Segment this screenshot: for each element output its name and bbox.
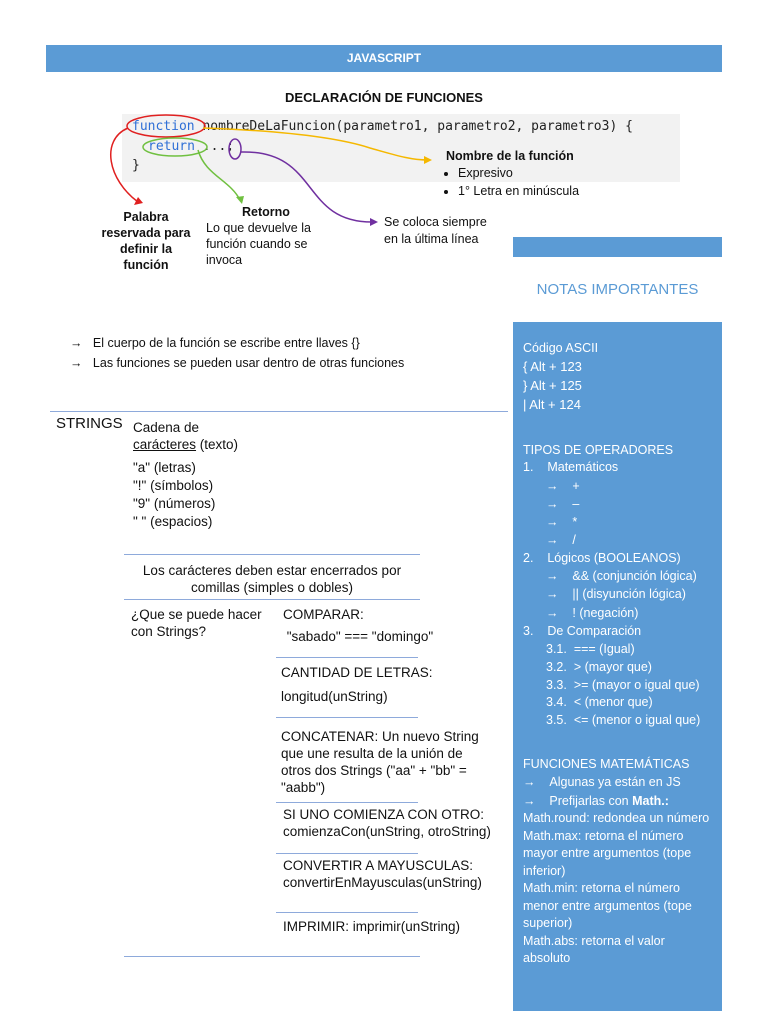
math-op-symbol: –: [572, 497, 580, 511]
math-op: → +: [546, 479, 580, 493]
rule: [276, 802, 418, 803]
notes-panel: [513, 322, 722, 1011]
logic-op-text: ! (negación): [572, 606, 639, 620]
op-category-label: Lógicos (BOOLEANOS): [547, 551, 681, 565]
math-note: → Algunas ya están en JS: [523, 775, 681, 789]
rule: [276, 657, 418, 658]
strings-example: "9" (números): [133, 496, 216, 511]
retorno-desc-line: invoca: [206, 253, 243, 267]
op-comparar: [283, 604, 433, 648]
logic-op-text: || (disyunción lógica): [572, 587, 686, 601]
cmp-op-text: > (mayor que): [573, 660, 652, 674]
ascii-row: { Alt + 123: [523, 359, 582, 374]
nombre-title: Nombre de la función: [446, 149, 574, 163]
strings-question: [131, 606, 262, 640]
retorno-desc-line: Lo que devuelve la: [206, 221, 311, 235]
logic-op: → || (disyunción lógica): [546, 587, 686, 601]
op-category: 3. De Comparación: [523, 624, 642, 638]
ascii-row: | Alt + 124: [523, 397, 581, 412]
palabra-line: reservada para: [101, 226, 191, 240]
op-category: 2. Lógicos (BOOLEANOS): [523, 551, 681, 565]
retorno-arrow: [198, 150, 240, 200]
op-line: COMPARAR:: [283, 607, 364, 622]
math-op: → /: [546, 533, 576, 547]
retorno-desc: [206, 220, 311, 268]
side-top-bar: [513, 237, 722, 257]
nombre-item: • Expresivo: [458, 164, 579, 182]
retorno-title: Retorno: [242, 205, 290, 219]
op-line: "sabado" === "domingo": [283, 629, 434, 644]
cmp-op-text: >= (mayor o igual que): [573, 678, 700, 692]
strings-def-word: carácteres: [133, 437, 197, 452]
math-op-symbol: *: [572, 515, 578, 529]
ultima-linea-line: en la última línea: [384, 232, 479, 246]
op-line: CONVERTIR A MAYUSCULAS:: [283, 858, 474, 873]
op-mayusculas: [283, 857, 482, 891]
strings-definition: [133, 419, 238, 453]
cmp-op-number: 3.2.: [546, 660, 567, 674]
ops-title: TIPOS DE OPERADORES: [523, 443, 674, 457]
math-op-symbol: +: [572, 479, 580, 493]
ultima-linea-annotation: [384, 214, 487, 248]
notes-title: NOTAS IMPORTANTES: [536, 281, 699, 298]
cmp-op: [546, 642, 635, 656]
nombre-arrow-head: [424, 156, 432, 164]
code-keyword-return: return: [148, 139, 195, 154]
strings-example: "!" (símbolos): [133, 478, 214, 493]
rule: [276, 717, 418, 718]
ultima-linea-arrow-head: [370, 218, 378, 226]
op-line: "aabb"): [281, 780, 326, 795]
rule: [124, 956, 420, 957]
quote-note-line: comillas (simples o dobles): [190, 580, 354, 595]
section-title: DECLARACIÓN DE FUNCIONES: [285, 90, 483, 105]
op-cantidad: [281, 662, 433, 708]
op-line: convertirEnMayusculas(unString): [283, 875, 482, 890]
body-arrow-item: → El cuerpo de la función se escribe entre llaves {}: [70, 336, 360, 350]
rule: [124, 599, 420, 600]
ultima-linea-line: Se coloca siempre: [384, 215, 487, 229]
op-line: comienzaCon(unString, otroString): [283, 824, 491, 839]
strings-def-rest: (texto): [196, 437, 239, 452]
math-func: Math.round: redondea un número: [523, 811, 710, 825]
math-op: → *: [546, 515, 578, 529]
op-category-label: De Comparación: [547, 624, 642, 638]
strings-def-line: [133, 436, 238, 453]
semicolon-highlight-ellipse: [229, 139, 241, 159]
retorno-desc-line: función cuando se: [206, 237, 308, 251]
op-category: 1. Matemáticos: [523, 460, 619, 474]
strings-rule: [50, 411, 508, 412]
strings-label: STRINGS: [56, 415, 123, 432]
quote-note: [124, 562, 420, 596]
op-line: CONCATENAR: Un nuevo String: [281, 729, 479, 744]
cmp-op: [546, 713, 700, 727]
ascii-row: } Alt + 125: [523, 378, 582, 393]
math-note-bold: Math.:: [632, 794, 669, 808]
rule: [276, 853, 418, 854]
code-line-1-rest: nombreDeLaFuncion(parametro1, parametro2, parametro3) {: [194, 119, 633, 134]
math-note-text: Prefijarlas con: [549, 794, 633, 808]
strings-question-line: con Strings?: [131, 624, 207, 639]
cmp-op-text: <= (menor o igual que): [573, 713, 701, 727]
math-op-symbol: /: [572, 533, 576, 547]
palabra-annotation: [98, 209, 194, 273]
body-arrow-item: → Las funciones se pueden usar dentro de otras funciones: [70, 356, 405, 370]
cmp-op-text: < (menor que): [573, 695, 653, 709]
rule: [124, 554, 420, 555]
palabra-line: función: [123, 258, 169, 272]
cmp-op-number: 3.4.: [546, 695, 567, 709]
palabra-line: definir la: [119, 242, 173, 256]
retorno-arrow-head: [236, 196, 244, 204]
math-note-text: Algunas ya están en JS: [549, 775, 681, 789]
math-funcs-title: FUNCIONES MATEMÁTICAS: [523, 757, 690, 771]
strings-example: "a" (letras): [133, 460, 196, 475]
strings-example: " " (espacios): [133, 514, 213, 529]
op-line: IMPRIMIR: imprimir(unString): [283, 919, 461, 934]
math-func: Math.max: retorna el número mayor entre argumentos (tope inferior): [523, 828, 692, 878]
math-funcs: [523, 810, 715, 968]
code-keyword-function: function: [132, 119, 195, 134]
code-line-3: }: [132, 158, 140, 173]
code-line-2-rest: ...;: [194, 139, 235, 154]
op-comienza: [283, 806, 491, 840]
op-line: longitud(unString): [281, 689, 388, 704]
strings-question-line: ¿Que se puede hacer: [131, 607, 262, 622]
cmp-op-number: 3.1.: [546, 642, 567, 656]
math-func: Math.abs: retorna el valor absoluto: [523, 933, 665, 965]
logic-op: → ! (negación): [546, 606, 639, 620]
nombre-list: [428, 164, 579, 200]
op-category-label: Matemáticos: [547, 460, 619, 474]
strings-def-line: Cadena de: [133, 420, 200, 435]
header-bar: JAVASCRIPT: [46, 45, 722, 72]
op-line: otros dos Strings ("aa" + "bb" =: [281, 763, 467, 778]
nombre-item: • 1° Letra en minúscula: [458, 182, 579, 200]
logic-op: → && (conjunción lógica): [546, 569, 697, 583]
body-arrow-text: El cuerpo de la función se escribe entre llaves {}: [92, 336, 360, 350]
cmp-op-number: 3.5.: [546, 713, 567, 727]
math-note: → Prefijarlas con Math.:: [523, 794, 669, 808]
math-func: Math.min: retorna el número menor entre argumentos (tope superior): [523, 881, 692, 930]
math-op: → –: [546, 497, 580, 511]
op-line: que une resulta de la unión de: [281, 746, 463, 761]
logic-op-text: && (conjunción lógica): [572, 569, 697, 583]
op-line: SI UNO COMIENZA CON OTRO:: [283, 807, 485, 822]
cmp-op-number: 3.3.: [546, 678, 567, 692]
cmp-op: [546, 678, 700, 692]
nombre-arrow: [203, 128, 428, 160]
cmp-op-text: === (Igual): [573, 642, 635, 656]
palabra-arrow-head: [134, 197, 143, 205]
cmp-op: [546, 660, 652, 674]
function-highlight-ellipse: [127, 115, 205, 137]
body-arrow-text: Las funciones se pueden usar dentro de otras funciones: [92, 356, 405, 370]
quote-note-line: Los carácteres deben estar encerrados por: [142, 563, 402, 578]
ascii-title: Código ASCII: [523, 341, 599, 355]
op-concatenar: [281, 728, 479, 796]
strings-examples: [133, 459, 215, 531]
rule: [276, 912, 418, 913]
op-line: CANTIDAD DE LETRAS:: [281, 665, 433, 680]
cmp-op: [546, 695, 653, 709]
palabra-line: Palabra: [123, 210, 169, 224]
palabra-arrow: [111, 128, 138, 202]
return-highlight-ellipse: [143, 138, 207, 156]
op-imprimir: [283, 918, 460, 935]
